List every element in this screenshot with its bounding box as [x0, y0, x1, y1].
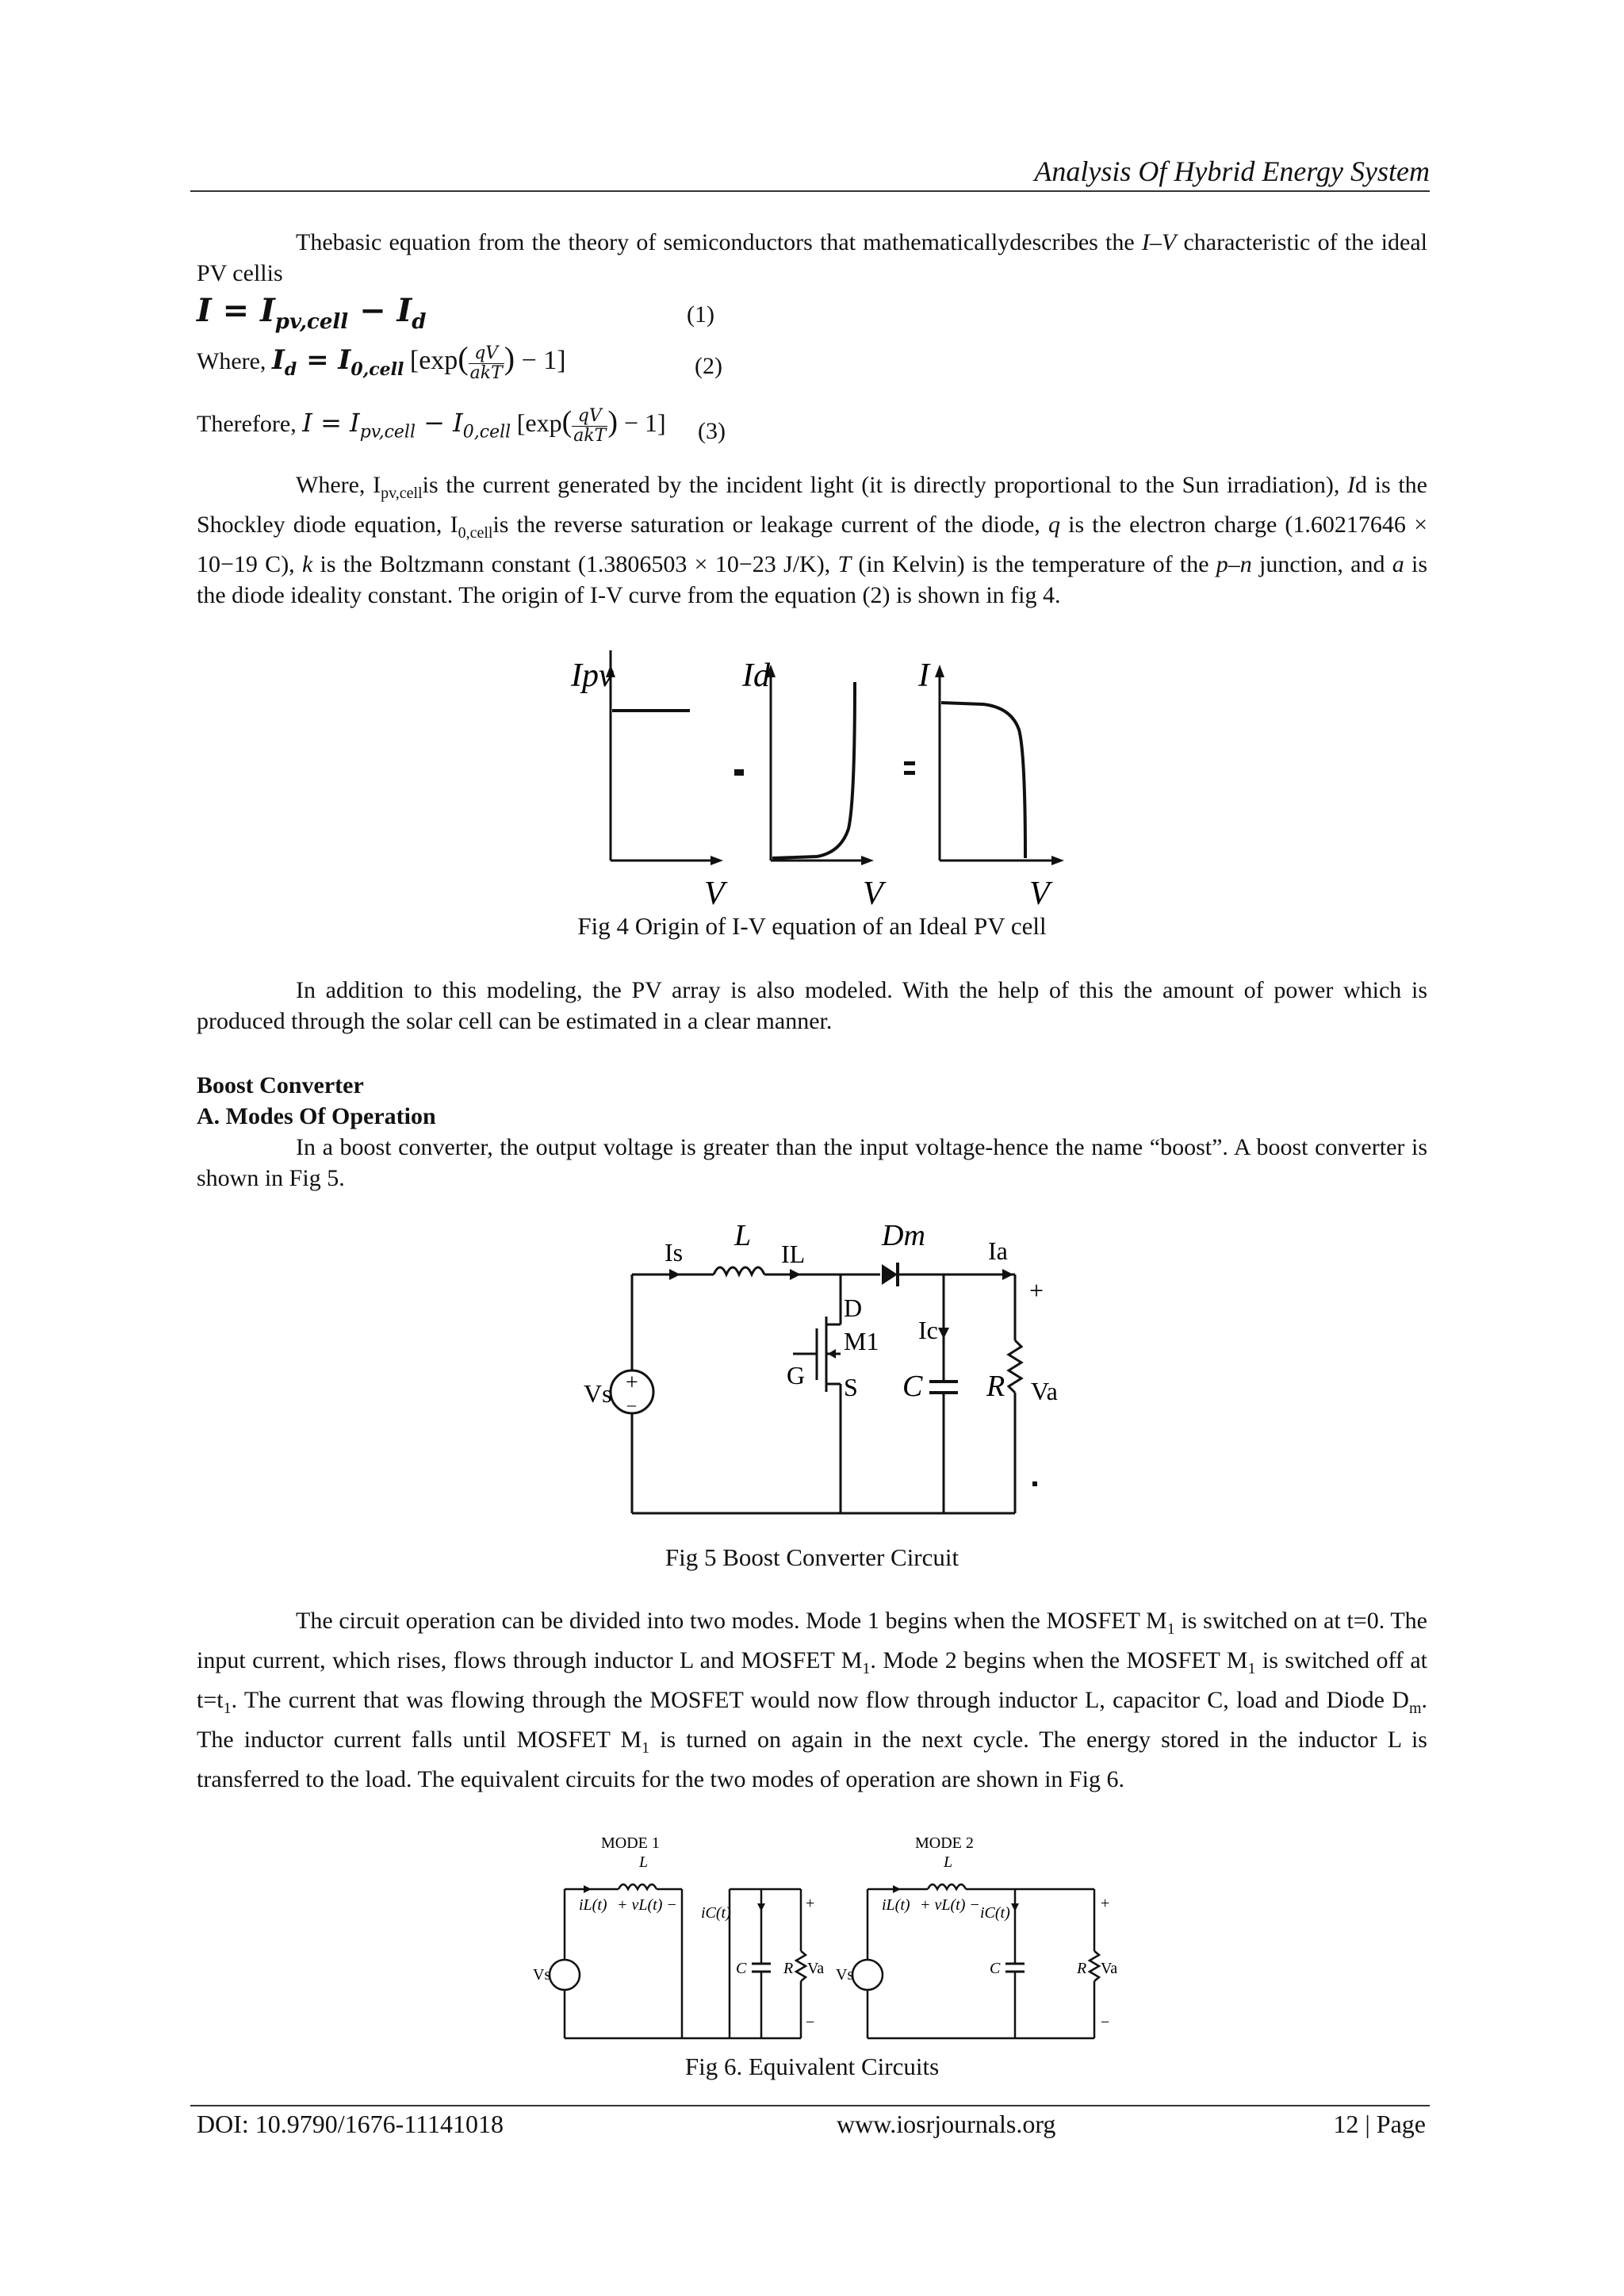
explanation-paragraph: Where, $I_{pv,cell}is$ the current generated by the incident light (it is directly proportional to the Sun irradiation), Id is the Shockley diode equation, $I_{0,cell}is$ the reverse saturation or leakage current of the diode, q is the electron charge (1.60217646 × 10−19 C), k is the Boltzmann constant (1.3806503 × 10−23 J/K), T (in Kelvin) is the temperature of the p–n junction, and a is the diode ideality constant. The origin of I-V curve from the equation (2) is shown in fig 4.	[197, 472, 1427, 608]
fig5-source-plus: +	[626, 1370, 638, 1395]
equation-3-prefix: Therefore,	[197, 411, 297, 437]
operation-paragraph: The circuit operation can be divided into two modes. Mode 1 begins when the MOSFET $M_1$ is switched on at t=0. The input current, which rises, flows through inductor L and MOSFET $M_1$. Mode 2 begins when the MOSFET $M_1$ is switched off at $t=t_1$. The current that was flowing through the MOSFET would now flow through inductor L, capacitor C, load and Diode $D_m$. The inductor current falls until MOSFET $M_1$ is turned on again in the next cycle. The energy stored in the inductor L is transferred to the load. The equivalent circuits for the two modes of operation are shown in Fig 6.	[197, 1608, 1427, 1792]
fig6-mode2-minus: −	[1101, 2014, 1110, 2031]
fig6-mode1-minus: −	[806, 2014, 815, 2031]
fig6-caption: Fig 6. Equivalent Circuits	[684, 2053, 940, 2080]
fig4-graph3-curve	[941, 703, 1025, 858]
fig5-label-ia: Ia	[988, 1236, 1008, 1265]
fig6-mode2-label: MODE 2	[915, 1834, 974, 1852]
modeling-paragraph: In addition to this modeling, the PV array is also modeled. With the help of this the amount of power which is produced through the solar cell can be estimated in a clear manner.	[197, 977, 1427, 1034]
fig5-label-vs: Vs	[584, 1379, 612, 1408]
fig4-graph1-x-label: V	[704, 876, 725, 912]
fig6-mode2-vs: Vs	[836, 1966, 854, 1984]
fig4-minus-mark	[734, 769, 744, 776]
equation-3-number: (3)	[698, 418, 726, 444]
footer-rule	[190, 2105, 1430, 2106]
fig6-mode1-r: R	[783, 1960, 794, 1977]
fig6-equivalent-circuits	[523, 1832, 1126, 2046]
fig5-is-arrow	[669, 1269, 680, 1280]
footer-site[interactable]: www.iosrjournals.org	[837, 2110, 1056, 2138]
fig6-mode2-l: L	[944, 1853, 953, 1871]
fig5-label-g: G	[787, 1361, 806, 1389]
fig5-label-d: D	[844, 1294, 863, 1322]
fig6-mode1-vs: Vs	[533, 1966, 551, 1984]
fig5-label-il: IL	[781, 1240, 806, 1268]
fig4-graph3-x-label: V	[1029, 876, 1050, 912]
header-rule	[190, 190, 1430, 192]
equation-1-number: (1)	[687, 301, 714, 328]
fig4-equals-mark-top	[904, 761, 915, 765]
fig4-graph1-y-label: Ipv	[571, 657, 614, 694]
fig6-mode1-va: Va	[807, 1960, 825, 1977]
fig6-mode1-vl: + vL(t) −	[617, 1896, 677, 1914]
fig5-label-plus: +	[1029, 1276, 1044, 1305]
equation-2-number: (2)	[695, 353, 722, 379]
footer-page-number: 12 | Page	[1333, 2110, 1426, 2138]
fig6-mode2-il: iL(t)	[882, 1896, 910, 1914]
equation-2-prefix: Where,	[197, 348, 266, 374]
fig6-mode2-ic: iC(t)	[980, 1904, 1010, 1922]
fig5-il-arrow	[790, 1269, 801, 1280]
equation-1: $I = I_{pv,cell} - I_d$	[197, 292, 427, 334]
fig4-graph1-x-arrow	[710, 856, 723, 865]
subsection-heading: A. Modes Of Operation	[197, 1103, 436, 1129]
fig5-ic-arrow	[938, 1328, 949, 1339]
fig5-minus-dot	[1032, 1481, 1037, 1486]
fig5-mosfet-arrow	[828, 1349, 836, 1359]
fig5-inductor-coil	[714, 1267, 764, 1274]
fig4-graph3-y-label: I	[918, 657, 929, 694]
fig5-label-m1: M1	[844, 1327, 879, 1355]
fig5-label-ic: Ic	[918, 1316, 938, 1344]
intro-paragraph: Thebasic equation from the theory of semiconductors that mathematicallydescribes the I–V characteristic of the ideal PV cellis	[197, 229, 1427, 286]
fig5-label-dm: Dm	[882, 1219, 925, 1252]
fig6-mode1-l: L	[639, 1853, 649, 1871]
section-heading: Boost Converter	[197, 1072, 364, 1098]
fig6-mode1-ic: iC(t)	[701, 1904, 731, 1922]
fig6-mode1-il: iL(t)	[579, 1896, 607, 1914]
fig5-label-l: L	[734, 1219, 752, 1252]
fig4-iv-origin-diagram	[555, 650, 1094, 920]
boost-intro-paragraph: In a boost converter, the output voltage is greater than the input voltage-hence the name “boost”. A boost converter is shown in Fig 5.	[197, 1134, 1427, 1191]
fig4-graph2-x-arrow	[861, 856, 874, 865]
fig5-label-is: Is	[665, 1238, 684, 1267]
fig6-mode2-plus: +	[1101, 1895, 1110, 1912]
fig4-graph3-x-arrow	[1051, 856, 1064, 865]
fig5-ia-arrow	[1002, 1269, 1013, 1280]
fig4-graph2-curve	[772, 682, 855, 858]
fig6-mode2-vl: + vL(t) −	[920, 1896, 980, 1914]
fig6-mode2-c: C	[990, 1960, 1001, 1977]
fig4-graph2-x-label: V	[863, 876, 883, 912]
fig4-graph2-y-label: Id	[742, 657, 770, 694]
fig4-equals-mark-bottom	[904, 771, 915, 775]
running-header-title: Analysis Of Hybrid Energy System	[1034, 155, 1430, 187]
fig5-label-c: C	[902, 1370, 923, 1403]
fig5-source-minus: –	[627, 1394, 636, 1414]
fig6-mode1-label: MODE 1	[601, 1834, 660, 1852]
fig5-boost-converter-circuit	[571, 1198, 1078, 1531]
fig4-caption: Fig 4 Origin of I-V equation of an Ideal PV cell	[577, 912, 1047, 940]
fig4-graph3-y-arrow	[935, 665, 944, 677]
fig6-mode1-plus: +	[806, 1895, 815, 1912]
equation-3: Therefore, $I = I_{pv,cell} - I_{0,cell}$ [exp( $\frac{qV}{\text{akT}}$ ) − 1]	[197, 405, 666, 446]
fig6-mode1-c: C	[736, 1960, 747, 1977]
fig5-diode-triangle	[882, 1264, 898, 1285]
fig6-mode2-va: Va	[1101, 1960, 1118, 1977]
equation-2: Where, $I_d = I_{0,cell}$ [exp( $\frac{qV}{\text{akT}}$ ) − 1]	[197, 340, 566, 383]
fig5-resistor	[1009, 1340, 1021, 1393]
footer-doi: DOI: 10.9790/1676-11141018	[197, 2110, 504, 2138]
fig5-label-r: R	[986, 1370, 1005, 1403]
fig5-label-s: S	[844, 1373, 858, 1401]
fig5-label-va: Va	[1031, 1377, 1058, 1405]
fig6-mode2-r: R	[1077, 1960, 1087, 1977]
fig5-caption: Fig 5 Boost Converter Circuit	[665, 1543, 959, 1571]
